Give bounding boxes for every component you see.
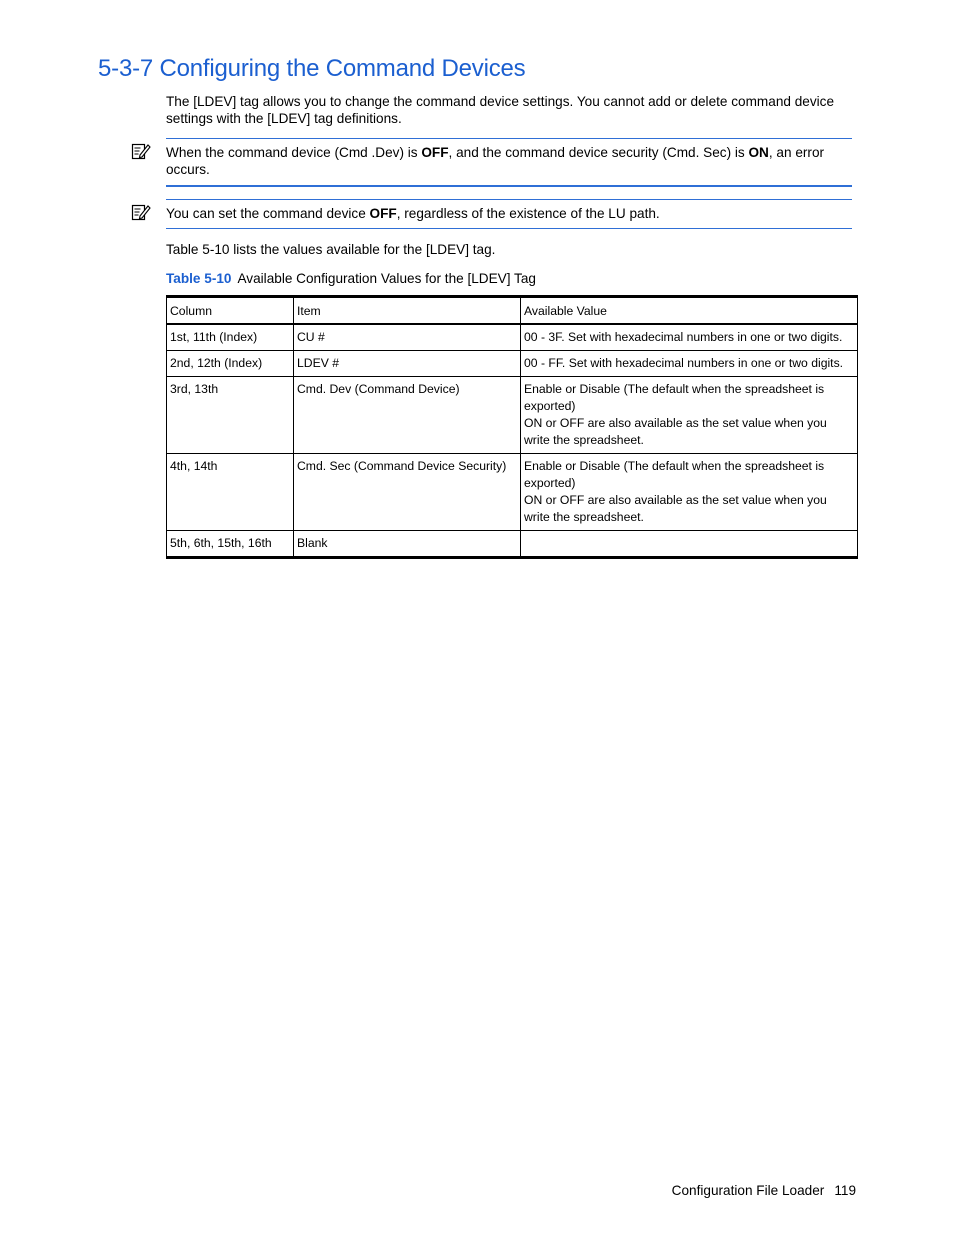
note-box-2 (166, 199, 852, 229)
intro-paragraph: The [LDEV] tag allows you to change the command device settings. You cannot add or delete command device settings with the [LDEV] tag definitions. (166, 94, 835, 126)
table-row (167, 324, 858, 351)
cell-value (521, 377, 858, 454)
cell-value (521, 531, 858, 558)
cell-item: LDEV # (294, 351, 521, 377)
table-reference-paragraph: Table 5-10 lists the values available for the [LDEV] tag. (166, 242, 496, 257)
note1-text-c: , an error occurs. (166, 145, 825, 177)
note2-text-a: You can set the command device (166, 206, 370, 221)
page-number: 119 (834, 1183, 856, 1198)
note2-text-b: , regardless of the existence of the LU path. (396, 206, 660, 221)
page-footer (672, 1183, 856, 1198)
header-column: Column (167, 297, 294, 325)
note1-text-b: , and the command device security (Cmd. Sec) is (448, 145, 749, 160)
table-caption-title: Available Configuration Values for the [LDEV] Tag (237, 271, 536, 286)
cell-column: 3rd, 13th (167, 377, 294, 454)
ldev-config-table (166, 295, 858, 559)
footer-title: Configuration File Loader (671, 1183, 825, 1198)
cell-column: 2nd, 12th (Index) (167, 351, 294, 377)
table-caption-number: Table 5-10 (166, 271, 232, 286)
cell-value-line: ON or OFF are also available as the set value when you write the spreadsheet. (524, 493, 827, 524)
note-pencil-icon (131, 141, 151, 161)
cell-column: 1st, 11th (Index) (167, 324, 294, 351)
header-available-value: Available Value (521, 297, 858, 325)
table-caption (166, 271, 536, 286)
cell-value-line: Enable or Disable (The default when the spreadsheet is exported) (524, 459, 825, 490)
table-row (167, 377, 858, 454)
note-box-1 (166, 138, 852, 187)
cell-column: 5th, 6th, 15th, 16th (167, 531, 294, 558)
cell-value: 00 - 3F. Set with hexadecimal numbers in one or two digits. (521, 324, 858, 351)
table-row (167, 454, 858, 531)
note1-text-a: When the command device (Cmd .Dev) is (166, 145, 422, 160)
note1-bold-off: OFF (421, 145, 449, 160)
note1-bold-on: ON (748, 145, 769, 160)
note-pencil-icon (131, 202, 151, 222)
cell-value: 00 - FF. Set with hexadecimal numbers in one or two digits. (521, 351, 858, 377)
table-header-row (167, 297, 858, 325)
cell-item: Cmd. Sec (Command Device Security) (294, 454, 521, 531)
cell-value-line: Enable or Disable (The default when the spreadsheet is exported) (524, 382, 825, 413)
section-heading: 5-3-7 Configuring the Command Devices (98, 55, 526, 82)
cell-value (521, 454, 858, 531)
cell-item: Blank (294, 531, 521, 558)
cell-value-line: ON or OFF are also available as the set value when you write the spreadsheet. (524, 416, 827, 447)
header-item: Item (294, 297, 521, 325)
table-row (167, 351, 858, 377)
note-text-2 (166, 205, 846, 222)
cell-item: CU # (294, 324, 521, 351)
cell-column: 4th, 14th (167, 454, 294, 531)
note-text-1 (166, 144, 846, 178)
table-row (167, 531, 858, 558)
cell-item: Cmd. Dev (Command Device) (294, 377, 521, 454)
note2-bold-off: OFF (369, 206, 397, 221)
